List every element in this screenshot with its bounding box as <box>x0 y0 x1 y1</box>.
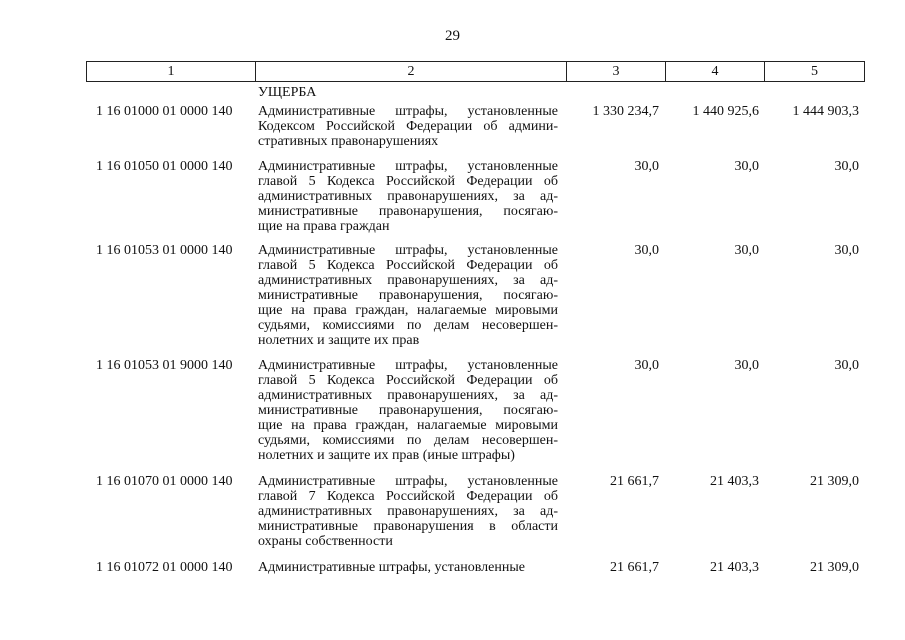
column-header-row <box>87 62 865 82</box>
row-code: 1 16 01050 01 0000 140 <box>96 159 233 174</box>
row-value-col-3: 1 330 234,7 <box>592 104 659 119</box>
row-value-col-5: 21 309,0 <box>810 560 859 575</box>
row-description <box>258 159 558 234</box>
column-header-2: 2 <box>256 62 567 82</box>
row-description-line: нолетних и защите их прав (иные штрафы) <box>258 448 515 463</box>
row-description-line: нолетних и защите их прав <box>258 333 420 348</box>
row-description <box>258 243 558 348</box>
row-description-line: министративные правонарушения, посягаю- <box>258 204 558 219</box>
page-number: 29 <box>445 28 460 44</box>
row-description-line: административных правонарушениях, за ад- <box>258 273 558 288</box>
column-header-3: 3 <box>567 62 666 82</box>
row-description-line: судьями, комиссиями по делам несовершен- <box>258 433 558 448</box>
row-description-line: административных правонарушениях, за ад- <box>258 504 558 519</box>
row-value-col-3: 21 661,7 <box>610 560 659 575</box>
row-value-col-5: 21 309,0 <box>810 474 859 489</box>
row-value-col-5: 30,0 <box>834 243 859 258</box>
row-description-line: Административные штрафы, установленные <box>258 560 525 575</box>
row-value-col-5: 30,0 <box>834 159 859 174</box>
row-value-col-3: 21 661,7 <box>610 474 659 489</box>
row-description-line: судьями, комиссиями по делам несовершен- <box>258 318 558 333</box>
row-value-col-4: 30,0 <box>734 243 759 258</box>
row-value-col-3: 30,0 <box>634 243 659 258</box>
row-description-line: Административные штрафы, установленные <box>258 243 558 258</box>
row-description-line: главой 5 Кодекса Российской Федерации об <box>258 174 558 189</box>
row-description-line: щие на права граждан, налагаемые мировыми <box>258 303 558 318</box>
row-code: 1 16 01070 01 0000 140 <box>96 474 233 489</box>
row-code: 1 16 01053 01 0000 140 <box>96 243 233 258</box>
row-description-line: стративных правонарушениях <box>258 134 439 149</box>
row-value-col-4: 1 440 925,6 <box>692 104 759 119</box>
row-description <box>258 358 558 463</box>
row-description-line: щие на права граждан, налагаемые мировыми <box>258 418 558 433</box>
row-description <box>258 104 558 149</box>
row-value-col-4: 21 403,3 <box>710 560 759 575</box>
row-description-line: главой 5 Кодекса Российской Федерации об <box>258 373 558 388</box>
row-code: 1 16 01072 01 0000 140 <box>96 560 233 575</box>
row-description-line: Административные штрафы, установленные <box>258 159 558 174</box>
column-header-5: 5 <box>765 62 865 82</box>
row-description-line: министративные правонарушения в области <box>258 519 558 534</box>
row-description-line: административных правонарушениях, за ад- <box>258 388 558 403</box>
row-description-line: главой 5 Кодекса Российской Федерации об <box>258 258 558 273</box>
row-description <box>258 474 558 549</box>
row-value-col-3: 30,0 <box>634 358 659 373</box>
row-description-line: Административные штрафы, установленные <box>258 358 558 373</box>
row-value-col-5: 1 444 903,3 <box>792 104 859 119</box>
row-code: 1 16 01053 01 9000 140 <box>96 358 233 373</box>
row-code: 1 16 01000 01 0000 140 <box>96 104 233 119</box>
row-value-col-5: 30,0 <box>834 358 859 373</box>
row-value-col-4: 30,0 <box>734 358 759 373</box>
row-value-col-3: 30,0 <box>634 159 659 174</box>
column-header-table <box>86 61 865 82</box>
row-description-line: Административные штрафы, установленные <box>258 104 558 119</box>
row-description-line: главой 7 Кодекса Российской Федерации об <box>258 489 558 504</box>
row-description-line: щие на права граждан <box>258 219 390 234</box>
row-description-line: Кодексом Российской Федерации об админи- <box>258 119 558 134</box>
column-header-4: 4 <box>666 62 765 82</box>
row-description-line: охраны собственности <box>258 534 393 549</box>
row-description-line: административных правонарушениях, за ад- <box>258 189 558 204</box>
row-description-line: министративные правонарушения, посягаю- <box>258 403 558 418</box>
continuation-text: УЩЕРБА <box>258 85 317 100</box>
row-description <box>258 560 558 575</box>
column-header-1: 1 <box>87 62 256 82</box>
row-value-col-4: 30,0 <box>734 159 759 174</box>
row-description-line: министративные правонарушения, посягаю- <box>258 288 558 303</box>
row-value-col-4: 21 403,3 <box>710 474 759 489</box>
row-description-line: Административные штрафы, установленные <box>258 474 558 489</box>
